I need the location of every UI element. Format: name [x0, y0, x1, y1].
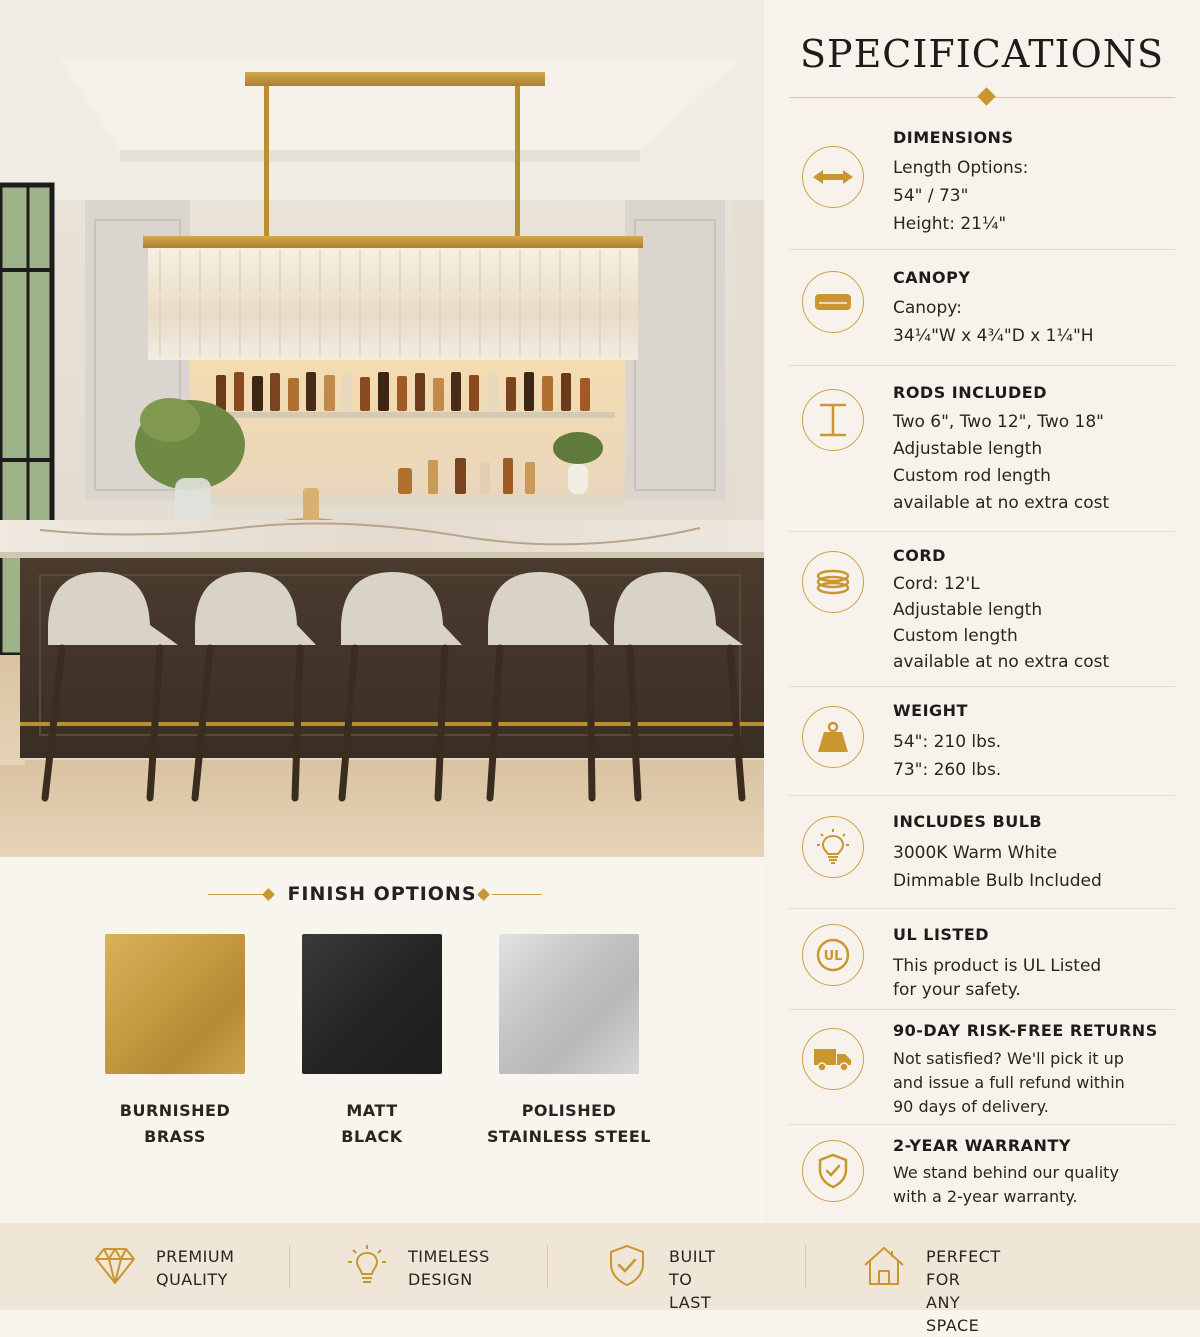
feature-label: PERFECT FOR ANY SPACE — [926, 1247, 1001, 1335]
specifications-diamond — [977, 87, 995, 105]
feature-label: PREMIUM QUALITY — [156, 1247, 235, 1289]
spec-dimensions — [789, 115, 1175, 250]
spec-title: CORD — [893, 546, 946, 565]
feature-divider — [805, 1245, 806, 1289]
swatch-label-burnished-brass: BURNISHED BRASS — [119, 1101, 231, 1146]
spec-cord — [789, 532, 1175, 687]
cord-icon — [802, 551, 864, 613]
feature-label: BUILT TO LAST — [669, 1247, 716, 1312]
spec-title: WEIGHT — [893, 701, 968, 720]
spec-includes-bulb — [789, 796, 1175, 909]
bulb-icon — [802, 816, 864, 878]
spec-title: 2-YEAR WARRANTY — [893, 1136, 1071, 1155]
finish-options-section — [0, 857, 764, 1223]
diamond-icon — [92, 1243, 138, 1289]
spec-canopy — [789, 250, 1175, 366]
product-photo — [0, 0, 764, 857]
shield-check-icon — [802, 1140, 864, 1202]
feature-label: TIMELESS DESIGN — [408, 1247, 490, 1289]
spec-returns — [789, 1010, 1175, 1125]
spec-title: CANOPY — [893, 268, 971, 287]
swatch-label-polished-stainless-steel: POLISHED STAINLESS STEEL — [487, 1101, 651, 1146]
spec-title: RODS INCLUDED — [893, 383, 1047, 402]
specifications-panel — [764, 0, 1200, 1223]
shield-icon — [604, 1243, 650, 1289]
specifications-heading: SPECIFICATIONS — [799, 32, 1165, 76]
spec-ul-listed — [789, 909, 1175, 1010]
finish-title-line-right — [492, 894, 542, 895]
swatch-burnished-brass[interactable] — [105, 934, 245, 1074]
spec-details: Not satisfied? We'll pick it up and issue a full refund within 90 days of delivery. — [893, 1049, 1125, 1116]
spec-details: Two 6", Two 12", Two 18" Adjustable length Custom rod length available at no extra cost — [893, 412, 1110, 513]
ul-icon — [802, 924, 864, 986]
finish-title: FINISH OPTIONS — [287, 883, 477, 905]
spec-details: Cord: 12'L Adjustable length Custom length available at no extra cost — [893, 574, 1110, 672]
finish-title-row — [0, 883, 764, 907]
spec-rods-included — [789, 366, 1175, 532]
spec-title: INCLUDES BULB — [893, 812, 1043, 831]
spec-details: 3000K Warm White Dimmable Bulb Included — [893, 843, 1102, 891]
rod-icon — [802, 389, 864, 451]
swatch-polished-stainless-steel[interactable] — [499, 934, 639, 1074]
bar-scene-illustration — [0, 0, 764, 857]
spec-details: Length Options: 54" / 73" Height: 21¼" — [893, 158, 1029, 234]
feature-divider — [547, 1245, 548, 1289]
swatch-matt-black[interactable] — [302, 934, 442, 1074]
feature-divider — [289, 1245, 290, 1289]
feature-bar — [0, 1223, 1200, 1335]
lightbulb-icon — [344, 1243, 390, 1289]
weight-icon — [802, 706, 864, 768]
spec-title: UL LISTED — [893, 925, 990, 944]
spec-warranty — [789, 1125, 1175, 1223]
swatch-label-matt-black: MATT BLACK — [341, 1101, 403, 1146]
arrows-horizontal-icon — [802, 146, 864, 208]
truck-icon — [802, 1028, 864, 1090]
spec-weight — [789, 687, 1175, 796]
svg-text:UL: UL — [823, 949, 843, 964]
canopy-icon — [802, 271, 864, 333]
spec-details: This product is UL Listed for your safety. — [893, 956, 1102, 1000]
spec-details: We stand behind our quality with a 2-year warranty. — [893, 1163, 1119, 1206]
spec-title: DIMENSIONS — [893, 128, 1014, 147]
spec-details: 54": 210 lbs. 73": 260 lbs. — [893, 732, 1002, 780]
house-icon — [861, 1243, 907, 1289]
bottles-upper — [216, 372, 590, 411]
spec-details: Canopy: 34¼"W x 4¾"D x 1¼"H — [893, 298, 1094, 346]
spec-title: 90-DAY RISK-FREE RETURNS — [893, 1021, 1158, 1040]
